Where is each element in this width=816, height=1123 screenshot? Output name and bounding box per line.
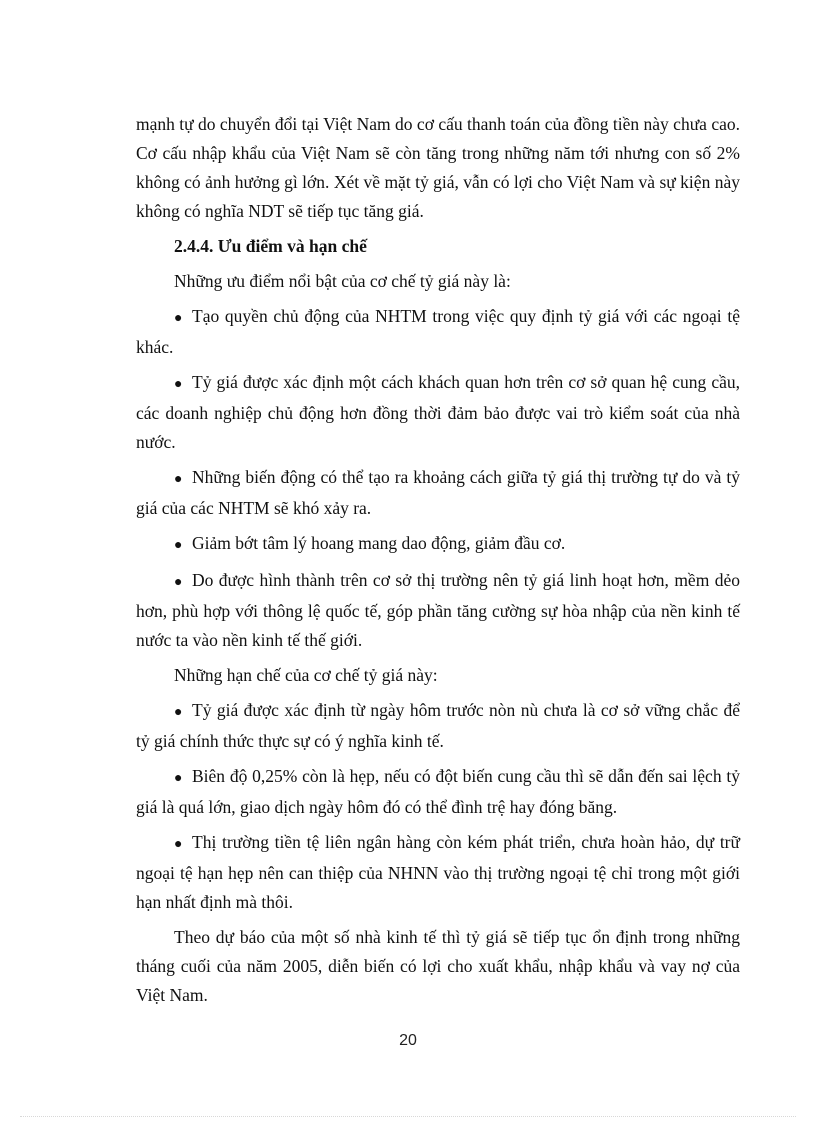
limitations-intro: Những hạn chế của cơ chế tỷ giá này: <box>174 665 438 685</box>
bullet-icon: ● <box>174 575 183 590</box>
limitation-text: Biên độ 0,25% còn là hẹp, nếu có đột biến cung cầu thì sẽ dẫn đến sai lệch tỷ giá là quá lớn, giao dịch ngày hôm đó có thể đình trệ hay đóng băng. <box>136 766 740 817</box>
bullet-icon: ● <box>174 837 183 852</box>
bullet-icon: ● <box>174 538 183 553</box>
advantage-text: Tỷ giá được xác định một cách khách quan hơn trên cơ sở quan hệ cung cầu, các doanh nghiệp chủ động hơn đồng thời đảm bảo được vai trò kiểm soát của nhà nước. <box>136 372 740 452</box>
advantage-text: Tạo quyền chủ động của NHTM trong việc quy định tỷ giá với các ngoại tệ khác. <box>136 306 740 357</box>
page-body <box>136 110 740 1016</box>
bullet-icon: ● <box>174 705 183 720</box>
advantage-item <box>136 302 740 362</box>
bullet-icon: ● <box>174 377 183 392</box>
intro-paragraph: mạnh tự do chuyển đổi tại Việt Nam do cơ cấu thanh toán của đồng tiền này chưa cao. Cơ cấu nhập khẩu của Việt Nam sẽ còn tăng trong những năm tới nhưng con số 2% không có ảnh hưởng gì lớn. Xét về mặt tỷ giá, vẫn có lợi cho Việt Nam và sự kiện này không có nghĩa NDT sẽ tiếp tục tăng giá. <box>136 114 740 221</box>
bullet-icon: ● <box>174 311 183 326</box>
advantages-intro: Những ưu điểm nổi bật của cơ chế tỷ giá này là: <box>174 271 511 291</box>
advantage-item <box>136 566 740 655</box>
closing-paragraph: Theo dự báo của một số nhà kinh tế thì tỷ giá sẽ tiếp tục ổn định trong những tháng cuối của năm 2005, diễn biến có lợi cho xuất khẩu, nhập khẩu và vay nợ của Việt Nam. <box>136 927 740 1005</box>
advantage-text: Do được hình thành trên cơ sở thị trường nên tỷ giá linh hoạt hơn, mềm dẻo hơn, phù hợp với thông lệ quốc tế, góp phần tăng cường sự hòa nhập của nền kinh tế nước ta vào nền kinh tế thế giới. <box>136 570 740 650</box>
advantage-item <box>136 463 740 523</box>
footer-divider <box>20 1116 796 1117</box>
bullet-icon: ● <box>174 472 183 487</box>
limitation-item <box>136 762 740 822</box>
bullet-icon: ● <box>174 771 183 786</box>
advantage-text: Giảm bớt tâm lý hoang mang dao động, giảm đầu cơ. <box>192 533 566 553</box>
limitation-item <box>136 696 740 756</box>
limitation-text: Thị trường tiền tệ liên ngân hàng còn kém phát triển, chưa hoàn hảo, dự trữ ngoại tệ hạn hẹp nên can thiệp của NHNN vào thị trường ngoại tệ chỉ trong một giới hạn nhất định mà thôi. <box>136 832 740 912</box>
page-number: 20 <box>399 1032 417 1049</box>
advantage-text: Những biến động có thể tạo ra khoảng cách giữa tỷ giá thị trường tự do và tỷ giá của các NHTM sẽ khó xảy ra. <box>136 467 740 518</box>
limitation-item <box>136 828 740 917</box>
section-heading: 2.4.4. Ưu điểm và hạn chế <box>174 236 367 256</box>
advantage-item <box>136 368 740 457</box>
limitation-text: Tỷ giá được xác định từ ngày hôm trước nòn nù chưa là cơ sở vững chắc để tỷ giá chính thức thực sự có ý nghĩa kinh tế. <box>136 700 740 751</box>
advantage-item <box>136 529 740 560</box>
